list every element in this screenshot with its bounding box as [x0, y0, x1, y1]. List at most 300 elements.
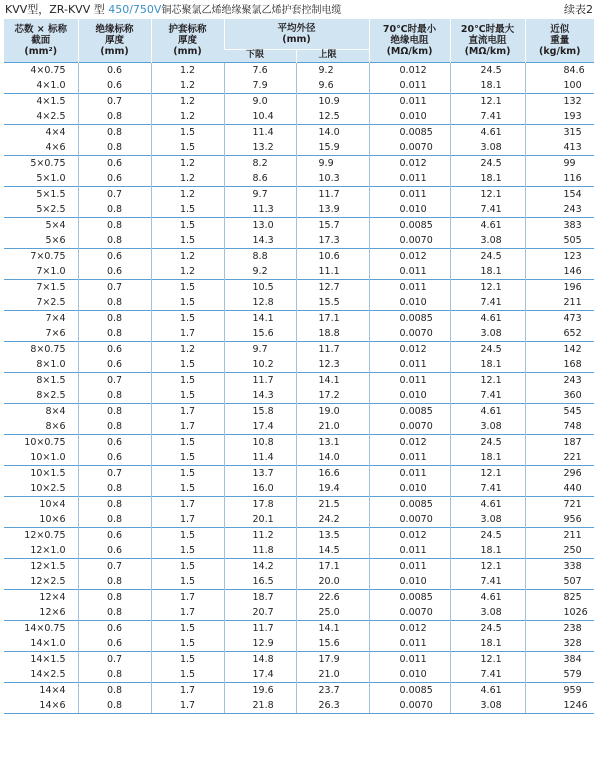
cell-sheath-thickness: 1.5	[151, 140, 224, 156]
cell-diameter-lower: 10.8	[224, 434, 296, 450]
cell-diameter-upper: 16.6	[296, 465, 369, 481]
cell-diameter-lower: 15.8	[224, 403, 296, 419]
cell-diameter-lower: 15.6	[224, 326, 296, 342]
cell-sheath-thickness: 1.5	[151, 543, 224, 559]
cell-cores-section: 7×1.0	[36, 265, 66, 277]
cell-cores-section: 14×0.75	[4, 620, 78, 636]
table-row	[4, 233, 594, 249]
cell-diameter-upper: 14.0	[296, 124, 369, 140]
cell-sheath-thickness: 1.2	[151, 155, 224, 171]
cell-sheath-thickness: 1.7	[151, 496, 224, 512]
cell-diameter-lower: 13.7	[224, 465, 296, 481]
header-cores-section: 芯数 × 标称 截面 (mm²)	[4, 19, 78, 62]
cell-dc-resistance: 12.1	[450, 279, 525, 295]
cell-cores-section: 4×2.5	[36, 110, 66, 122]
cell-insulation-resistance: 0.0085	[369, 496, 450, 512]
cell-dc-resistance: 4.61	[450, 496, 525, 512]
cell-dc-resistance: 4.61	[450, 589, 525, 605]
cell-cores-section: 12×4	[4, 589, 78, 605]
cell-diameter-lower: 14.3	[224, 233, 296, 249]
cell-insulation-resistance: 0.012	[369, 155, 450, 171]
cell-insulation-thickness: 0.8	[78, 202, 151, 218]
cell-weight: 154	[525, 186, 594, 202]
cell-weight: 545	[525, 403, 594, 419]
cell-insulation-thickness: 0.6	[78, 62, 151, 78]
cell-weight: 721	[525, 496, 594, 512]
table-row	[4, 620, 594, 636]
table-row	[4, 481, 594, 497]
cell-diameter-upper: 21.0	[296, 667, 369, 683]
cell-insulation-resistance: 0.011	[369, 651, 450, 667]
cell-insulation-thickness: 0.8	[78, 233, 151, 249]
cell-diameter-lower: 8.2	[224, 155, 296, 171]
cell-cores-section: 5×0.75	[4, 155, 78, 171]
cell-sheath-thickness: 1.5	[151, 636, 224, 652]
cell-sheath-thickness: 1.5	[151, 574, 224, 590]
cell-insulation-resistance: 0.011	[369, 78, 450, 94]
table-row	[4, 698, 594, 714]
cell-insulation-thickness: 0.8	[78, 481, 151, 497]
cell-insulation-resistance: 0.011	[369, 264, 450, 280]
cell-insulation-resistance: 0.012	[369, 62, 450, 78]
cell-diameter-upper: 14.0	[296, 450, 369, 466]
cell-diameter-lower: 14.3	[224, 388, 296, 404]
cell-insulation-thickness: 0.8	[78, 419, 151, 435]
cell-sheath-thickness: 1.7	[151, 419, 224, 435]
cell-diameter-upper: 12.5	[296, 109, 369, 125]
cell-dc-resistance: 24.5	[450, 341, 525, 357]
header-outer-diameter: 平均外径 (mm)	[224, 19, 369, 49]
cell-weight: 1026	[525, 605, 594, 621]
table-row	[4, 109, 594, 125]
table-row	[4, 326, 594, 342]
cell-diameter-upper: 19.4	[296, 481, 369, 497]
cell-diameter-upper: 12.7	[296, 279, 369, 295]
cell-diameter-lower: 17.4	[224, 667, 296, 683]
cell-weight: 1246	[525, 698, 594, 714]
cell-dc-resistance: 12.1	[450, 465, 525, 481]
header-diameter-upper: 上限	[296, 49, 369, 62]
cell-diameter-lower: 19.6	[224, 682, 296, 698]
cell-diameter-upper: 24.2	[296, 512, 369, 528]
cell-cores-section: 14×6	[4, 698, 78, 714]
cell-dc-resistance: 12.1	[450, 186, 525, 202]
cell-weight: 221	[525, 450, 594, 466]
cell-cores-section: 8×2.5	[36, 389, 66, 401]
cell-insulation-thickness: 0.6	[78, 450, 151, 466]
table-row	[4, 465, 594, 481]
table-body	[4, 62, 594, 713]
cell-diameter-lower: 9.0	[224, 93, 296, 109]
cell-insulation-resistance: 0.011	[369, 171, 450, 187]
cell-insulation-resistance: 0.0085	[369, 310, 450, 326]
cell-weight: 440	[525, 481, 594, 497]
table-row	[4, 93, 594, 109]
cell-diameter-lower: 11.7	[224, 620, 296, 636]
cell-cores-section: 5×2.5	[36, 203, 66, 215]
cell-sheath-thickness: 1.5	[151, 651, 224, 667]
cell-diameter-lower: 13.2	[224, 140, 296, 156]
cell-diameter-lower: 7.6	[224, 62, 296, 78]
cell-insulation-resistance: 0.0070	[369, 140, 450, 156]
cell-insulation-thickness: 0.8	[78, 124, 151, 140]
cell-dc-resistance: 4.61	[450, 217, 525, 233]
header-insulation-thickness: 绝缘标称 厚度 (mm)	[78, 19, 151, 62]
table-row	[4, 574, 594, 590]
cell-weight: 473	[525, 310, 594, 326]
cell-insulation-thickness: 0.8	[78, 512, 151, 528]
cell-sheath-thickness: 1.7	[151, 682, 224, 698]
cell-insulation-resistance: 0.011	[369, 357, 450, 373]
cell-cores-section: 4×0.75	[4, 62, 78, 78]
table-row	[4, 512, 594, 528]
cell-insulation-resistance: 0.0085	[369, 589, 450, 605]
cell-sheath-thickness: 1.7	[151, 605, 224, 621]
cell-weight: 315	[525, 124, 594, 140]
table-row	[4, 341, 594, 357]
cell-insulation-thickness: 0.6	[78, 527, 151, 543]
cell-weight: 116	[525, 171, 594, 187]
table-row	[4, 636, 594, 652]
cell-weight: 384	[525, 651, 594, 667]
cell-sheath-thickness: 1.5	[151, 202, 224, 218]
cell-diameter-lower: 11.4	[224, 450, 296, 466]
cell-dc-resistance: 3.08	[450, 512, 525, 528]
cell-sheath-thickness: 1.5	[151, 620, 224, 636]
cell-diameter-upper: 14.1	[296, 620, 369, 636]
cell-diameter-upper: 20.0	[296, 574, 369, 590]
header-diameter-lower: 下限	[224, 49, 296, 62]
cell-diameter-lower: 16.5	[224, 574, 296, 590]
cell-insulation-thickness: 0.7	[78, 186, 151, 202]
cell-cores-section: 7×4	[4, 310, 78, 326]
cell-weight: 825	[525, 589, 594, 605]
table-row	[4, 295, 594, 311]
cell-insulation-thickness: 0.7	[78, 93, 151, 109]
cell-insulation-resistance: 0.0070	[369, 512, 450, 528]
cell-sheath-thickness: 1.5	[151, 450, 224, 466]
cell-weight: 146	[525, 264, 594, 280]
cell-cores-section: 10×1.5	[4, 465, 78, 481]
cell-diameter-upper: 25.0	[296, 605, 369, 621]
cell-dc-resistance: 7.41	[450, 388, 525, 404]
cell-dc-resistance: 12.1	[450, 651, 525, 667]
continued-label: 续表2	[564, 3, 593, 16]
cell-cores-section: 5×6	[45, 234, 66, 246]
cell-diameter-upper: 15.9	[296, 140, 369, 156]
table-row	[4, 527, 594, 543]
cell-diameter-upper: 13.1	[296, 434, 369, 450]
cell-diameter-upper: 15.5	[296, 295, 369, 311]
table-row	[4, 124, 594, 140]
cell-dc-resistance: 24.5	[450, 248, 525, 264]
cell-cores-section: 14×1.0	[30, 637, 66, 649]
cell-diameter-lower: 11.7	[224, 372, 296, 388]
cell-dc-resistance: 24.5	[450, 434, 525, 450]
cell-cores-section: 8×4	[4, 403, 78, 419]
cell-diameter-lower: 17.4	[224, 419, 296, 435]
cell-dc-resistance: 4.61	[450, 682, 525, 698]
cell-sheath-thickness: 1.2	[151, 78, 224, 94]
table-row	[4, 279, 594, 295]
cell-diameter-upper: 15.6	[296, 636, 369, 652]
cell-dc-resistance: 7.41	[450, 109, 525, 125]
cell-cores-section: 5×1.5	[4, 186, 78, 202]
cell-dc-resistance: 3.08	[450, 698, 525, 714]
cell-weight: 193	[525, 109, 594, 125]
cell-diameter-lower: 14.1	[224, 310, 296, 326]
cell-diameter-lower: 16.0	[224, 481, 296, 497]
document-title	[5, 3, 595, 17]
cell-weight: 296	[525, 465, 594, 481]
table-row	[4, 217, 594, 233]
cell-diameter-upper: 19.0	[296, 403, 369, 419]
cell-insulation-thickness: 0.8	[78, 605, 151, 621]
cell-diameter-upper: 17.1	[296, 558, 369, 574]
cell-insulation-thickness: 0.6	[78, 357, 151, 373]
cell-diameter-upper: 18.8	[296, 326, 369, 342]
cell-insulation-resistance: 0.010	[369, 295, 450, 311]
cell-cores-section: 5×1.0	[36, 172, 66, 184]
cell-insulation-resistance: 0.012	[369, 434, 450, 450]
cell-weight: 84.6	[525, 62, 594, 78]
cell-dc-resistance: 18.1	[450, 543, 525, 559]
cell-dc-resistance: 24.5	[450, 62, 525, 78]
table-row	[4, 78, 594, 94]
table-row	[4, 62, 594, 78]
table-row	[4, 171, 594, 187]
cell-insulation-resistance: 0.010	[369, 574, 450, 590]
cell-weight: 748	[525, 419, 594, 435]
cell-weight: 505	[525, 233, 594, 249]
cell-insulation-thickness: 0.8	[78, 295, 151, 311]
cell-insulation-resistance: 0.012	[369, 527, 450, 543]
cell-insulation-resistance: 0.012	[369, 620, 450, 636]
cell-cores-section: 10×6	[39, 513, 66, 525]
cell-sheath-thickness: 1.5	[151, 558, 224, 574]
table-row	[4, 372, 594, 388]
cell-diameter-lower: 18.7	[224, 589, 296, 605]
cell-cores-section: 14×2.5	[30, 668, 66, 680]
header-dc-resistance: 20℃时最大 直流电阻 (MΩ/km)	[450, 19, 525, 62]
cell-sheath-thickness: 1.5	[151, 357, 224, 373]
cell-insulation-thickness: 0.8	[78, 682, 151, 698]
cell-cores-section: 8×1.0	[36, 358, 66, 370]
cell-weight: 652	[525, 326, 594, 342]
cell-dc-resistance: 18.1	[450, 636, 525, 652]
cell-insulation-thickness: 0.7	[78, 372, 151, 388]
cell-cores-section: 12×6	[39, 606, 66, 618]
cell-diameter-upper: 15.7	[296, 217, 369, 233]
cell-dc-resistance: 18.1	[450, 78, 525, 94]
table-row	[4, 403, 594, 419]
table-row	[4, 186, 594, 202]
cell-insulation-resistance: 0.012	[369, 248, 450, 264]
cell-dc-resistance: 24.5	[450, 620, 525, 636]
cell-dc-resistance: 7.41	[450, 202, 525, 218]
cell-insulation-resistance: 0.0085	[369, 403, 450, 419]
cell-insulation-thickness: 0.6	[78, 78, 151, 94]
table-row	[4, 310, 594, 326]
cell-sheath-thickness: 1.2	[151, 264, 224, 280]
cell-insulation-thickness: 0.8	[78, 698, 151, 714]
cell-diameter-upper: 14.1	[296, 372, 369, 388]
cell-dc-resistance: 24.5	[450, 527, 525, 543]
cell-insulation-resistance: 0.0070	[369, 698, 450, 714]
cell-diameter-lower: 12.9	[224, 636, 296, 652]
cell-insulation-thickness: 0.6	[78, 171, 151, 187]
cell-insulation-resistance: 0.011	[369, 279, 450, 295]
cell-insulation-resistance: 0.010	[369, 388, 450, 404]
cell-dc-resistance: 24.5	[450, 155, 525, 171]
cell-diameter-lower: 10.4	[224, 109, 296, 125]
cell-cores-section: 10×4	[4, 496, 78, 512]
cell-cores-section: 7×2.5	[36, 296, 66, 308]
cell-cores-section: 8×0.75	[4, 341, 78, 357]
cell-diameter-upper: 17.2	[296, 388, 369, 404]
cell-insulation-thickness: 0.7	[78, 465, 151, 481]
cell-insulation-resistance: 0.0070	[369, 605, 450, 621]
cell-weight: 243	[525, 372, 594, 388]
table-row	[4, 667, 594, 683]
cell-diameter-lower: 9.7	[224, 186, 296, 202]
cell-cores-section: 7×1.5	[4, 279, 78, 295]
cell-diameter-lower: 11.2	[224, 527, 296, 543]
cell-sheath-thickness: 1.5	[151, 124, 224, 140]
cell-sheath-thickness: 1.2	[151, 341, 224, 357]
cell-weight: 211	[525, 527, 594, 543]
cell-insulation-resistance: 0.0070	[369, 419, 450, 435]
cell-insulation-resistance: 0.011	[369, 636, 450, 652]
cell-diameter-upper: 10.9	[296, 93, 369, 109]
header-weight: 近似 重量 (kg/km)	[525, 19, 594, 62]
cell-insulation-resistance: 0.011	[369, 543, 450, 559]
cell-sheath-thickness: 1.5	[151, 217, 224, 233]
cell-diameter-lower: 8.8	[224, 248, 296, 264]
cell-dc-resistance: 18.1	[450, 264, 525, 280]
cell-cores-section: 12×0.75	[4, 527, 78, 543]
cell-weight: 132	[525, 93, 594, 109]
cell-diameter-lower: 7.9	[224, 78, 296, 94]
cell-dc-resistance: 7.41	[450, 481, 525, 497]
cell-diameter-lower: 9.7	[224, 341, 296, 357]
cell-cores-section: 8×1.5	[4, 372, 78, 388]
cell-weight: 168	[525, 357, 594, 373]
cell-diameter-upper: 26.3	[296, 698, 369, 714]
cell-diameter-lower: 10.2	[224, 357, 296, 373]
cell-insulation-resistance: 0.011	[369, 450, 450, 466]
cell-sheath-thickness: 1.5	[151, 310, 224, 326]
table-row	[4, 589, 594, 605]
table-row	[4, 388, 594, 404]
cell-cores-section: 4×6	[45, 141, 66, 153]
cell-diameter-upper: 13.5	[296, 527, 369, 543]
table-row	[4, 682, 594, 698]
cell-diameter-upper: 22.6	[296, 589, 369, 605]
cell-dc-resistance: 3.08	[450, 140, 525, 156]
cell-insulation-resistance: 0.0085	[369, 682, 450, 698]
cell-dc-resistance: 18.1	[450, 171, 525, 187]
cell-insulation-resistance: 0.0070	[369, 326, 450, 342]
cell-diameter-lower: 20.1	[224, 512, 296, 528]
cell-diameter-upper: 21.0	[296, 419, 369, 435]
cell-dc-resistance: 4.61	[450, 403, 525, 419]
cell-cores-section: 14×1.5	[4, 651, 78, 667]
table-row	[4, 605, 594, 621]
cell-cores-section: 4×1.0	[36, 79, 66, 91]
cell-insulation-thickness: 0.7	[78, 651, 151, 667]
cell-sheath-thickness: 1.7	[151, 403, 224, 419]
cell-diameter-upper: 11.7	[296, 341, 369, 357]
cell-insulation-thickness: 0.8	[78, 310, 151, 326]
cell-dc-resistance: 3.08	[450, 326, 525, 342]
cell-insulation-resistance: 0.012	[369, 341, 450, 357]
cell-sheath-thickness: 1.2	[151, 62, 224, 78]
cell-diameter-lower: 17.8	[224, 496, 296, 512]
cell-diameter-lower: 9.2	[224, 264, 296, 280]
cell-weight: 100	[525, 78, 594, 94]
cell-dc-resistance: 18.1	[450, 450, 525, 466]
cell-cores-section: 8×6	[45, 420, 66, 432]
cell-insulation-thickness: 0.8	[78, 589, 151, 605]
cell-diameter-upper: 17.1	[296, 310, 369, 326]
cable-spec-table	[4, 19, 594, 714]
cell-diameter-upper: 17.9	[296, 651, 369, 667]
cell-insulation-resistance: 0.011	[369, 558, 450, 574]
cell-insulation-resistance: 0.011	[369, 465, 450, 481]
cell-insulation-thickness: 0.6	[78, 341, 151, 357]
table-row	[4, 558, 594, 574]
cell-cores-section: 5×4	[4, 217, 78, 233]
cell-cores-section: 7×6	[45, 327, 66, 339]
cell-dc-resistance: 3.08	[450, 419, 525, 435]
cell-cores-section: 10×2.5	[30, 482, 66, 494]
cell-insulation-thickness: 0.8	[78, 574, 151, 590]
cell-sheath-thickness: 1.5	[151, 481, 224, 497]
table-row	[4, 496, 594, 512]
cell-sheath-thickness: 1.2	[151, 171, 224, 187]
cell-insulation-thickness: 0.6	[78, 636, 151, 652]
cell-dc-resistance: 4.61	[450, 124, 525, 140]
cell-sheath-thickness: 1.7	[151, 326, 224, 342]
cell-cores-section: 10×1.0	[30, 451, 66, 463]
cell-insulation-thickness: 0.6	[78, 543, 151, 559]
cell-diameter-upper: 21.5	[296, 496, 369, 512]
cell-diameter-upper: 10.6	[296, 248, 369, 264]
cell-insulation-resistance: 0.0085	[369, 124, 450, 140]
cell-sheath-thickness: 1.5	[151, 388, 224, 404]
header-insulation-resistance: 70℃时最小 绝缘电阻 (MΩ/km)	[369, 19, 450, 62]
cell-insulation-resistance: 0.010	[369, 109, 450, 125]
cell-sheath-thickness: 1.7	[151, 512, 224, 528]
cell-sheath-thickness: 1.5	[151, 372, 224, 388]
cell-insulation-thickness: 0.7	[78, 558, 151, 574]
cell-cores-section: 12×1.5	[4, 558, 78, 574]
table-row	[4, 543, 594, 559]
cell-diameter-upper: 17.3	[296, 233, 369, 249]
cell-diameter-upper: 9.9	[296, 155, 369, 171]
cell-sheath-thickness: 1.2	[151, 186, 224, 202]
cell-sheath-thickness: 1.2	[151, 248, 224, 264]
table-row	[4, 202, 594, 218]
cell-sheath-thickness: 1.7	[151, 589, 224, 605]
cell-diameter-lower: 21.8	[224, 698, 296, 714]
cell-weight: 99	[525, 155, 594, 171]
cell-weight: 413	[525, 140, 594, 156]
cell-insulation-resistance: 0.011	[369, 186, 450, 202]
cell-weight: 956	[525, 512, 594, 528]
title-description: 铜芯聚氯乙烯绝缘聚氯乙烯护套控制电缆	[161, 5, 342, 16]
